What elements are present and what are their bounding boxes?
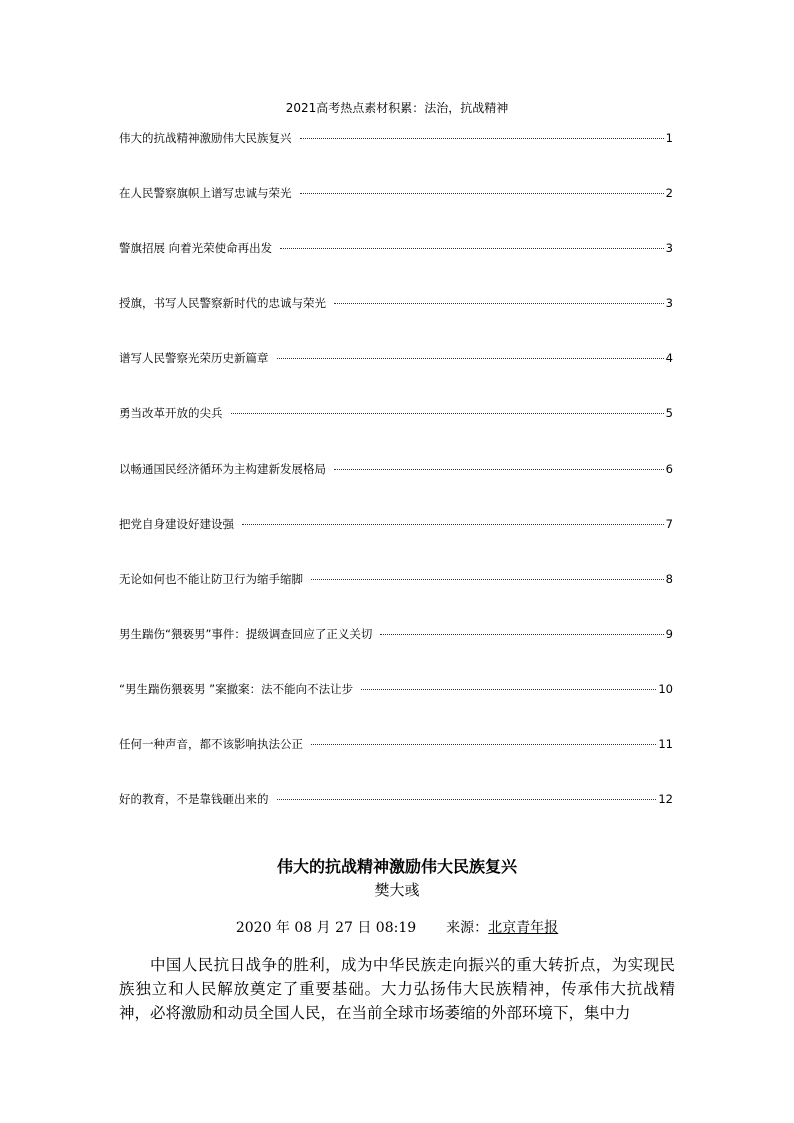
toc-dot-leader	[334, 469, 664, 470]
toc-entry-title: 好的教育，不是靠钱砸出来的	[119, 792, 269, 807]
toc-entry-title: 任何一种声音，都不该影响执法公正	[119, 737, 303, 752]
toc-entry-title: 勇当改革开放的尖兵	[119, 406, 223, 421]
toc-dot-leader	[277, 799, 657, 800]
toc-entry[interactable]	[119, 405, 673, 460]
toc-dot-leader	[231, 413, 664, 414]
toc-entry-title: 在人民警察旗帜上谱写忠诚与荣光	[119, 186, 292, 201]
toc-entry-page: 9	[665, 626, 673, 641]
toc-entry-title: 把党自身建设好建设强	[119, 516, 234, 531]
toc-entry-title: 男生踹伤“猥亵男”事件：提级调查回应了正义关切	[119, 626, 373, 641]
toc-entry-title: 谱写人民警察光荣历史新篇章	[119, 351, 269, 366]
toc-dot-leader	[280, 248, 664, 249]
toc-entry-title: 警旗招展 向着光荣使命再出发	[119, 241, 273, 256]
toc-dot-leader	[311, 579, 664, 580]
toc-entry-title: 伟大的抗战精神激励伟大民族复兴	[119, 131, 292, 145]
toc-entry-page: 10	[658, 681, 673, 696]
toc-entry-page: 11	[658, 737, 673, 752]
toc-entry-page: 5	[665, 406, 673, 421]
toc-entry-page: 12	[658, 792, 673, 807]
article-meta	[0, 918, 794, 938]
toc-dot-leader	[334, 303, 664, 304]
toc-entry[interactable]	[119, 791, 673, 846]
article-date: 2020 年 08 月 27 日 08:19	[235, 920, 417, 936]
toc-entry-title: “男生踹伤猥亵男 ”案撤案：法不能向不法让步	[119, 681, 354, 696]
toc-dot-leader	[380, 634, 663, 635]
toc-dot-leader	[311, 744, 656, 745]
toc-entry-title: 无论如何也不能让防卫行为缩手缩脚	[119, 571, 303, 586]
article-author: 樊大彧	[374, 881, 420, 899]
toc-entry[interactable]	[119, 295, 673, 350]
toc-entry-page: 6	[665, 461, 673, 476]
toc-entry-page: 3	[665, 296, 673, 311]
toc-entry-title: 授旗，书写人民警察新时代的忠诚与荣光	[119, 296, 326, 311]
toc-entry[interactable]	[119, 350, 673, 405]
toc-entry[interactable]	[119, 130, 673, 185]
toc-entry-page: 1	[665, 131, 673, 145]
toc-entry-title: 以畅通国民经济循环为主构建新发展格局	[119, 461, 326, 476]
toc-entry[interactable]	[119, 461, 673, 516]
toc-dot-leader	[300, 193, 664, 194]
toc-entry[interactable]	[119, 185, 673, 240]
toc-dot-leader	[361, 689, 656, 690]
toc-entry[interactable]	[119, 681, 673, 736]
toc-entry[interactable]	[119, 240, 673, 295]
toc-entry-page: 8	[665, 571, 673, 586]
toc-dot-leader	[300, 138, 664, 139]
toc-entry[interactable]	[119, 571, 673, 626]
toc-entry-page: 2	[665, 186, 673, 201]
toc-entry[interactable]	[119, 736, 673, 791]
toc-entry-page: 3	[665, 241, 673, 256]
source-label: 来源：	[446, 920, 489, 936]
source-link[interactable]: 北京青年报	[488, 920, 559, 936]
toc-entry[interactable]	[119, 516, 673, 571]
toc-dot-leader	[242, 524, 664, 525]
toc-title: 2021高考热点素材积累：法治，抗战精神	[285, 101, 509, 115]
article-title: 伟大的抗战精神激励伟大民族复兴	[276, 857, 517, 876]
toc-entry-page: 7	[665, 516, 673, 531]
toc-entry-page: 4	[665, 351, 673, 366]
table-of-contents	[119, 130, 673, 846]
toc-dot-leader	[277, 358, 664, 359]
toc-entry[interactable]	[119, 626, 673, 681]
article-paragraph: 中国人民抗日战争的胜利，成为中华民族走向振兴的重大转折点，为实现民族独立和人民解放奠定了重要基础。大力弘扬伟大民族精神，传承伟大抗战精神，必将激励和动员全国人民，在当前全球市场萎缩的外部环境下，集中力	[119, 956, 675, 1022]
